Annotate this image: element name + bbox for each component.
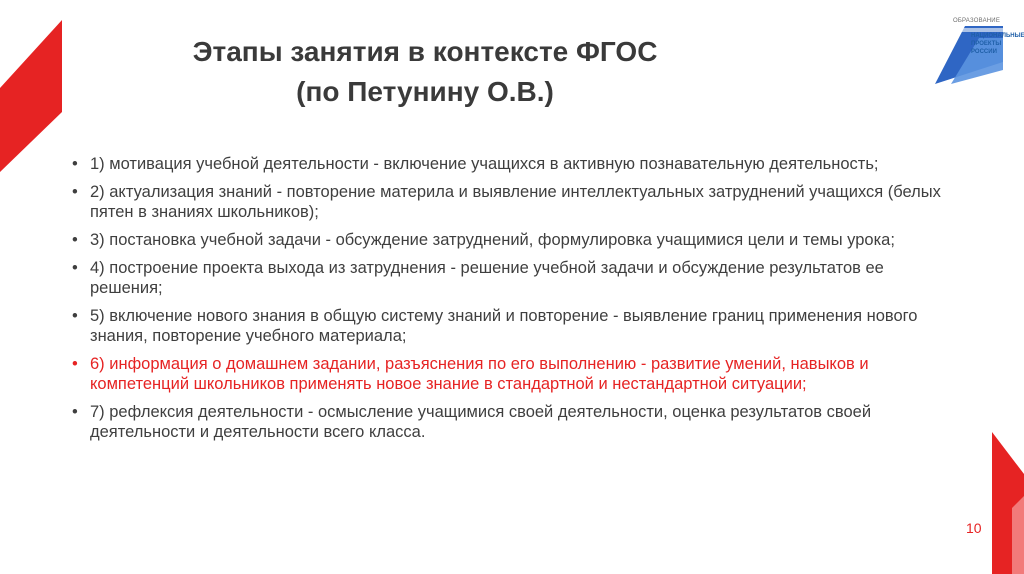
page-number: 10 — [966, 520, 982, 536]
list-item — [72, 154, 952, 174]
bullet: • — [72, 155, 78, 173]
list-item-text: 5) включение нового знания в общую систему знаний и повторение - выявление границ применения нового знания, повторение учебного материала; — [90, 307, 918, 345]
list-item-highlighted — [72, 354, 952, 394]
list-item-text: 7) рефлексия деятельности - осмысление учащимися своей деятельности, оценка результатов своей деятельности и деятельности всего класса. — [90, 403, 872, 441]
list-item — [72, 230, 952, 250]
list-item — [72, 182, 952, 222]
national-projects-logo — [925, 18, 1024, 86]
title-line-1: Этапы занятия в контексте ФГОС — [192, 36, 658, 67]
title-line-2: (по Петунину О.В.) — [296, 76, 554, 107]
bullet: • — [72, 259, 78, 277]
bullet: • — [72, 403, 78, 421]
left-red-stripe — [0, 20, 62, 172]
bullet: • — [72, 307, 78, 325]
bullet: • — [72, 183, 78, 201]
logo-wordmark: НАЦИОНАЛЬНЫЕ ПРОЕКТЫ РОССИИ — [971, 33, 1024, 55]
list-item-text: 6) информация о домашнем задании, разъяснения по его выполнению - развитие умений, навыков и компетенций школьников применять новое знание в стандартной и нестандартной ситуации; — [90, 355, 869, 393]
list-item-text: 1) мотивация учебной деятельности - включение учащихся в активную познавательную деятельность; — [90, 155, 879, 173]
list-item-text: 3) постановка учебной задачи - обсуждение затруднений, формулировка учащимися цели и темы урока; — [90, 231, 895, 249]
right-red-stripe-upper — [1012, 496, 1024, 574]
bullet: • — [72, 231, 78, 249]
list-item — [72, 258, 952, 298]
list-item — [72, 306, 952, 346]
bullet: • — [72, 355, 78, 373]
list-item-text: 4) построение проекта выхода из затруднения - решение учебной задачи и обсуждение результатов ее решения; — [90, 259, 884, 297]
list-item-text: 2) актуализация знаний - повторение материла и выявление интеллектуальных затруднений учащихся (белых пятен в знаниях школьников); — [90, 183, 941, 221]
stages-list — [72, 154, 952, 450]
list-item — [72, 402, 952, 442]
logo-caption: ОБРАЗОВАНИЕ — [953, 18, 1001, 24]
slide-title — [170, 32, 680, 112]
